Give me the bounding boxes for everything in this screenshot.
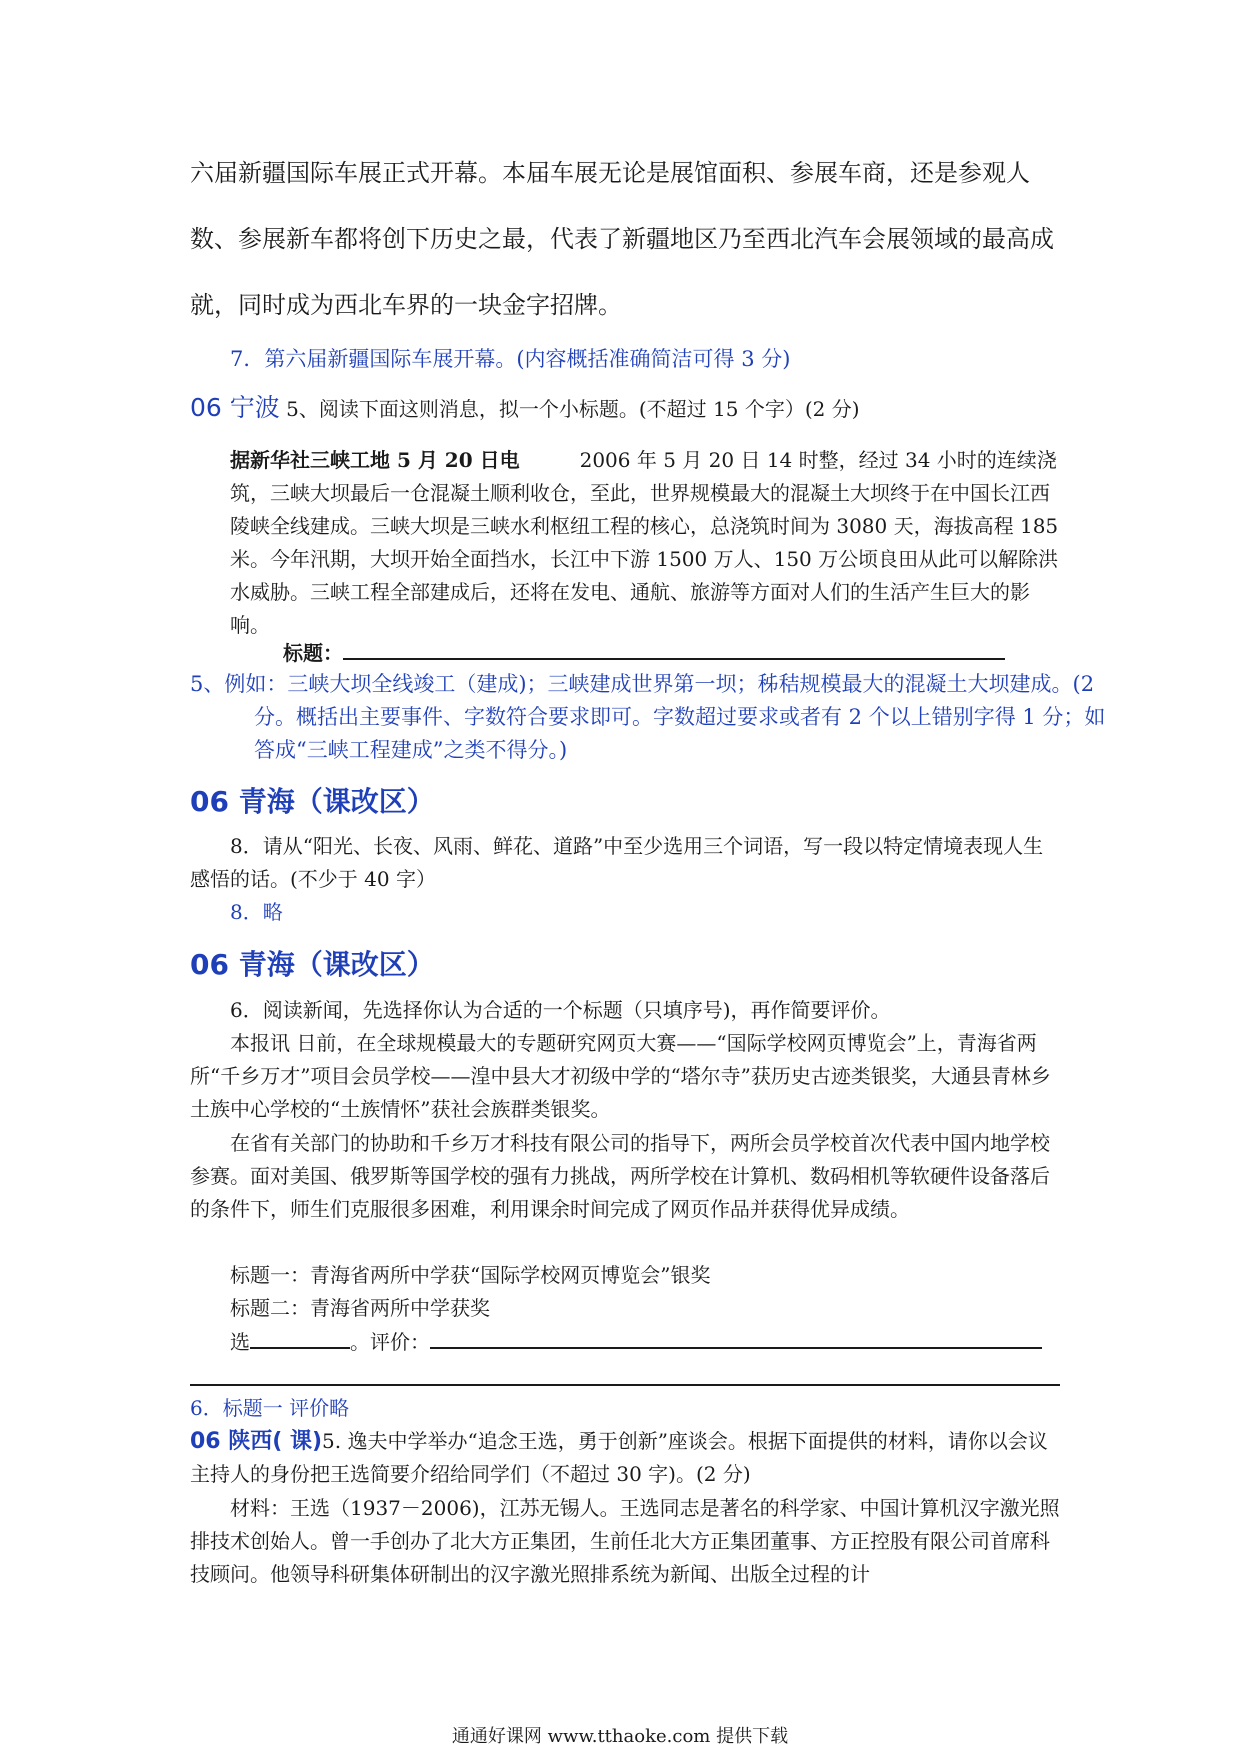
ningbo-question: [190, 391, 1060, 426]
select-blank[interactable]: [250, 1325, 350, 1349]
shaanxi-tag: 06 陕西( 课): [190, 1429, 323, 1454]
answer-6: 6．标题一 评价略: [190, 1396, 350, 1420]
qinghai-select-line: [230, 1325, 1060, 1359]
ningbo-title-line: [283, 636, 1023, 670]
select-label: 选: [230, 1330, 250, 1354]
shaanxi-question-text: 5. 逸夫中学举办“追念王选，勇于创新”座谈会。根据下面提供的材料，请你以会议主持人的身份把王选简要介绍给同学们（不超过 30 字)。(2 分): [190, 1429, 1048, 1486]
ningbo-title-blank[interactable]: [343, 636, 1005, 660]
qinghai-title-2: 标题二：青海省两所中学获奖: [230, 1296, 490, 1320]
eval-label: 。评价：: [350, 1330, 430, 1354]
qinghai-news-para-2: 在省有关部门的协助和千乡万才科技有限公司的指导下，两所会员学校首次代表中国内地学校参赛。面对美国、俄罗斯等国学校的强有力挑战，两所学校在计算机、数码相机等软硬件设备落后的条件下，师生们克服很多困难，利用课余时间完成了网页作品并获得优异成绩。: [190, 1131, 1050, 1221]
ningbo-tag: 06 宁波: [190, 393, 280, 422]
answer-8: 8．略: [230, 900, 283, 924]
qinghai-title-1: 标题一：青海省两所中学获“国际学校网页博览会”银奖: [230, 1263, 711, 1287]
ningbo-body: 2006 年 5 月 20 日 14 时整，经过 34 小时的连续浇筑，三峡大坝最后一仓混凝土顺利收仓，至此，世界规模最大的混凝土大坝终于在中国长江西陵峡全线建成。三峡大坝是三峡水利枢纽工程的核心，总浇筑时间为 3080 天，海拔高程 185 米。今年汛期，大坝开始全面挡水，长江中下游 1500 万人、150 万公顷良田从此可以解除洪水威胁。三峡工程全部建成后，还将在发电、通航、旅游等方面对人们的生活产生巨大的影响。: [230, 448, 1059, 637]
qinghai-question-6: 6．阅读新闻，先选择你认为合适的一个标题（只填序号)，再作简要评价。: [230, 998, 891, 1022]
intro-paragraph: 六届新疆国际车展正式开幕。本届车展无论是展馆面积、参展车商，还是参观人数、参展新车都将创下历史之最，代表了新疆地区乃至西北汽车会展领域的最高成就，同时成为西北车界的一块金字招牌。: [190, 159, 1054, 319]
qinghai-heading-2: 06 青海（课改区）: [190, 948, 435, 981]
shaanxi-material: 材料：王选（1937－2006)，江苏无锡人。王选同志是著名的科学家、中国计算机汉字激光照排技术创始人。曾一手创办了北大方正集团，生前任北大方正集团董事、方正控股有限公司首席科技顾问。他领导科研集体研制出的汉字激光照排系统为新闻、出版全过程的计: [190, 1496, 1060, 1586]
ningbo-news: [230, 444, 1060, 642]
ningbo-dateline: 据新华社三峡工地 5 月 20 日电: [230, 448, 520, 472]
page-footer: 通通好课网 www.tthaoke.com 提供下载: [451, 1726, 789, 1747]
eval-blank[interactable]: [430, 1325, 1042, 1349]
divider-line: [190, 1384, 1060, 1386]
qinghai-news-para-1: 本报讯 日前，在全球规模最大的专题研究网页大赛——“国际学校网页博览会”上，青海省两所“千乡万才”项目会员学校——湟中县大才初级中学的“塔尔寺”获历史古迹类银奖，大通县青林乡土族中心学校的“土族情怀”获社会族群类银奖。: [190, 1031, 1051, 1121]
qinghai-heading-1: 06 青海（课改区）: [190, 785, 435, 818]
shaanxi-question: [190, 1425, 1060, 1491]
qinghai-question-8: 8．请从“阳光、长夜、风雨、鲜花、道路”中至少选用三个词语，写一段以特定情境表现人生感悟的话。(不少于 40 字）: [190, 834, 1044, 891]
ningbo-title-label: 标题：: [283, 641, 343, 665]
ningbo-answer: 5、例如：三峡大坝全线竣工（建成)；三峡建成世界第一坝；秭秸规模最大的混凝土大坝建成。(2 分。概括出主要事件、字数符合要求即可。字数超过要求或者有 2 个以上错别字得 1 分；如答成“三峡工程建成”之类不得分。): [190, 672, 1106, 762]
answer-7: 7．第六届新疆国际车展开幕。(内容概括准确简洁可得 3 分): [230, 347, 791, 371]
ningbo-question-text: 5、阅读下面这则消息，拟一个小标题。(不超过 15 个字）(2 分): [279, 397, 860, 421]
